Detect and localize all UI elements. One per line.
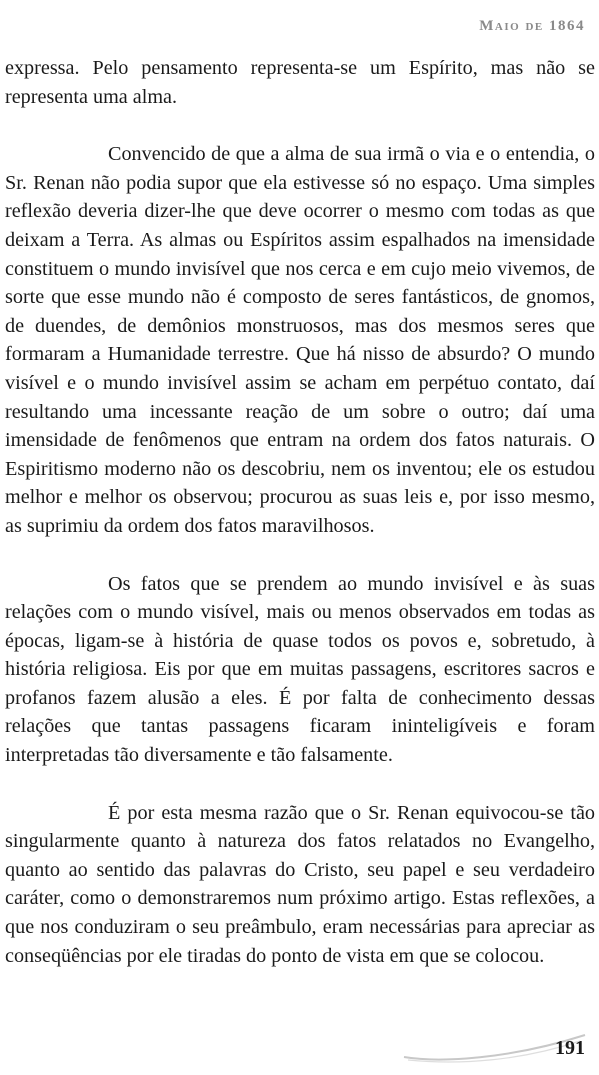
paragraph-continuation: expressa. Pelo pensamento representa-se um Espírito, mas não se representa uma alma. xyxy=(5,57,595,108)
page-body xyxy=(5,54,595,970)
page-footer xyxy=(0,1025,599,1075)
paragraph: É por esta mesma razão que o Sr. Renan equivocou-se tão singularmente quanto à natureza dos fatos relatados no Evangelho, quanto ao sentido das palavras do Cristo, seu papel e seu verdadeiro caráter, como o demonstraremos num próximo artigo. Estas reflexões, a que nos conduziram o seu preâmbulo, eram necessárias para apreciar as conseqüências por ele tiradas do ponto de vista em que se colocou. xyxy=(5,801,595,967)
page-number: 191 xyxy=(555,1037,585,1059)
running-header: Maio de 1864 xyxy=(479,18,585,34)
paragraph: Convencido de que a alma de sua irmã o via e o entendia, o Sr. Renan não podia supor que ela estivesse só no espaço. Uma simples reflexão deveria dizer-lhe que deve ocorrer o mesmo com todas as que deixam a Terra. As almas ou Espíritos assim espalhados na imensidade constituem o mundo invisível que nos cerca e em cujo meio vivemos, de sorte que esse mundo não é composto de seres fantásticos, de gnomos, de duendes, de demônios monstruosos, mas dos mesmos seres que formaram a Humanidade terrestre. Que há nisso de absurdo? O mundo visível e o mundo invisível assim se acham em perpétuo contato, daí resultando uma incessante reação de um sobre o outro; daí uma imensidade de fenômenos que entram na ordem dos fatos naturais. O Espiritismo moderno não os descobriu, nem os inventou; ele os estudou melhor e melhor os observou; procurou as suas leis e, por isso mesmo, as suprimiu da ordem dos fatos maravilhosos. xyxy=(5,143,595,537)
paragraph: Os fatos que se prendem ao mundo invisível e às suas relações com o mundo visível, mais ou menos observados em todas as épocas, ligam-se à história de quase todos os povos e, sobretudo, à história religiosa. Eis por que em muitas passagens, escritores sacros e profanos fazem alusão a eles. É por falta de conhecimento dessas relações que tantas passagens ficaram ininteligíveis e foram interpretadas tão diversamente e tão falsamente. xyxy=(5,572,595,767)
